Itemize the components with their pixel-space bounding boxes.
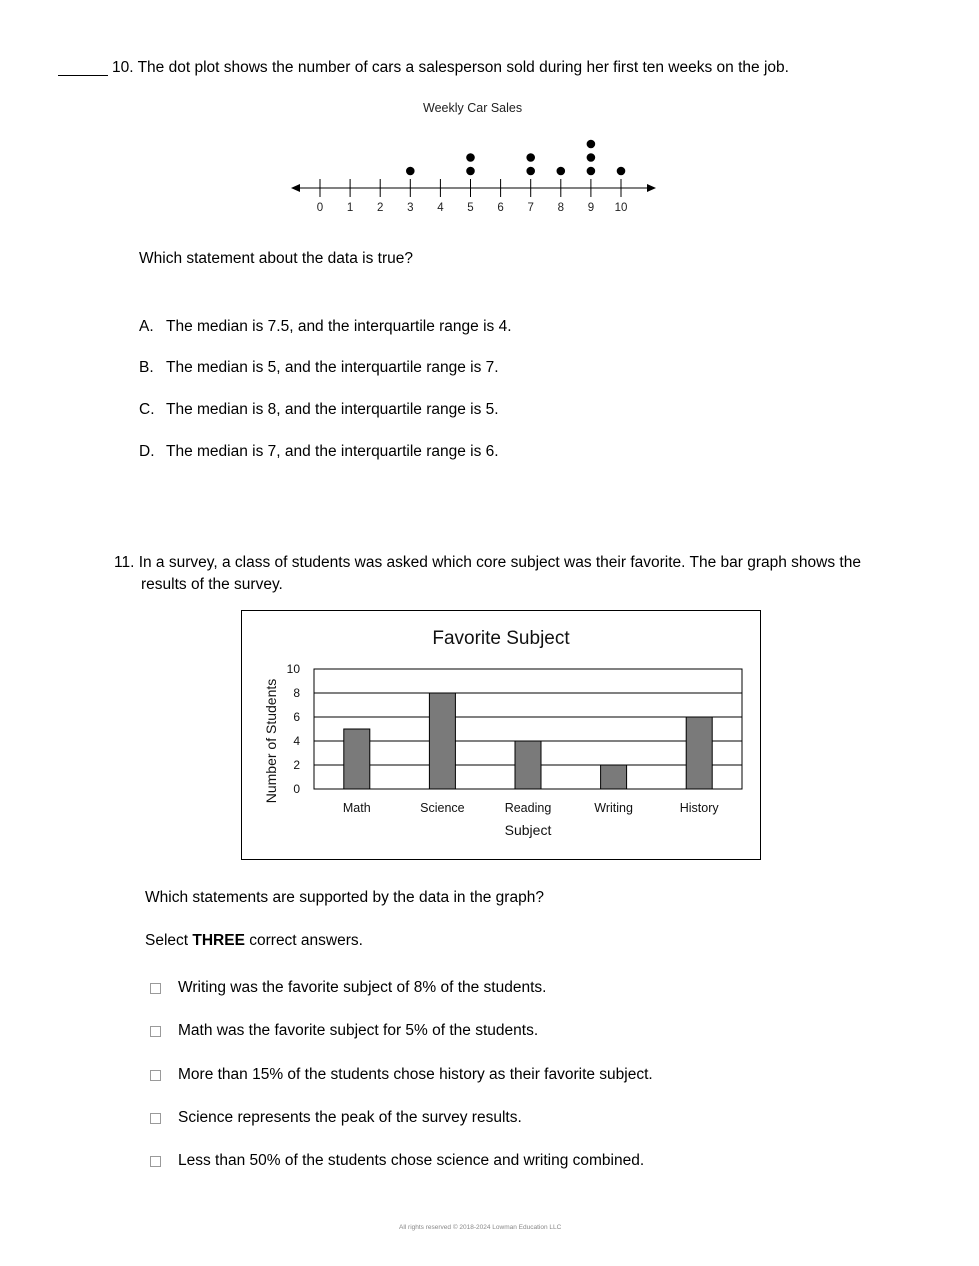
answer-blank-line[interactable] (58, 75, 108, 76)
x-tick-label: Science (420, 801, 465, 815)
q10-option-a[interactable] (139, 318, 512, 336)
tick-label: 8 (557, 202, 565, 214)
select-prefix: Select (145, 932, 193, 949)
checkbox-choice-1[interactable] (150, 983, 161, 994)
option-text: The median is 7.5, and the interquartile range is 4. (166, 318, 512, 335)
select-count: THREE (192, 932, 245, 949)
y-tick-label: 2 (293, 758, 300, 772)
select-suffix: correct answers. (244, 932, 363, 949)
q11-choice-3: More than 15% of the students chose history as their favorite subject. (178, 1066, 653, 1083)
y-tick-label: 6 (293, 710, 300, 724)
checkbox-choice-4[interactable] (150, 1113, 161, 1124)
q11-choice-5: Less than 50% of the students chose science and writing combined. (178, 1152, 645, 1169)
option-letter: B. (139, 359, 154, 376)
tick-label: 9 (587, 202, 595, 214)
chart-title: Favorite Subject (432, 628, 570, 649)
data-dot (617, 167, 626, 176)
data-dot (406, 167, 415, 176)
tick-label: 3 (407, 202, 414, 214)
option-text: The median is 5, and the interquartile range is 7. (166, 359, 499, 376)
x-tick-label: Reading (504, 801, 552, 815)
y-tick-label: 4 (293, 734, 300, 748)
q10-option-b[interactable] (139, 359, 499, 377)
number-line-left-arrow (291, 184, 300, 192)
bar-chart-frame (241, 610, 761, 860)
data-dot (466, 167, 475, 176)
bar-reading (515, 741, 541, 789)
bar-math (344, 729, 370, 789)
q10-option-d[interactable] (139, 443, 499, 461)
bar-history (686, 717, 712, 789)
data-dot (587, 153, 596, 162)
dotplot-title: Weekly Car Sales (423, 101, 523, 115)
q11-choice-1: Writing was the favorite subject of 8% of the students. (178, 979, 547, 996)
bar-chart (242, 611, 760, 859)
tick-label: 5 (467, 202, 474, 214)
q11-stem-line1: 11. In a survey, a class of students was asked which core subject was their favorite. The bar graph shows the (114, 554, 861, 571)
option-letter: A. (139, 318, 154, 335)
option-letter: D. (139, 443, 155, 460)
q11-choice-2: Math was the favorite subject for 5% of the students. (178, 1022, 539, 1039)
x-tick-label: History (679, 801, 719, 815)
y-tick-label: 8 (293, 686, 300, 700)
y-axis-label: Number of Students (263, 678, 279, 804)
bar-science (429, 693, 455, 789)
data-dot (466, 153, 475, 162)
checkbox-choice-3[interactable] (150, 1070, 161, 1081)
x-tick-label: Math (342, 801, 371, 815)
q10-prompt: Which statement about the data is true? (139, 250, 413, 267)
q11-stem-line2: results of the survey. (141, 576, 283, 593)
tick-label: 2 (376, 202, 384, 214)
option-letter: C. (139, 401, 155, 418)
q10-stem: 10. The dot plot shows the number of cars a salesperson sold during her first ten weeks on the job. (112, 59, 789, 76)
checkbox-choice-2[interactable] (150, 1026, 161, 1037)
q11-select-instruction (145, 932, 363, 950)
y-tick-label: 10 (286, 662, 300, 676)
data-dot (587, 140, 596, 149)
option-text: The median is 7, and the interquartile range is 6. (166, 443, 499, 460)
tick-label: 7 (527, 202, 534, 214)
tick-label: 4 (437, 202, 444, 214)
q11-choice-4: Science represents the peak of the survey results. (178, 1109, 522, 1126)
tick-label: 1 (346, 202, 354, 214)
checkbox-choice-5[interactable] (150, 1156, 161, 1167)
x-axis-label: Subject (504, 822, 552, 838)
option-text: The median is 8, and the interquartile range is 5. (166, 401, 499, 418)
q11-prompt: Which statements are supported by the data in the graph? (145, 889, 544, 906)
data-dot (557, 167, 566, 176)
tick-label: 0 (316, 202, 324, 214)
number-line-right-arrow (647, 184, 656, 192)
y-tick-label: 0 (293, 782, 300, 796)
dot-plot (280, 130, 670, 225)
bar-writing (601, 765, 627, 789)
data-dot (587, 167, 596, 176)
footer-copyright: All rights reserved © 2018-2024 Lowman Education LLC (399, 1224, 562, 1231)
x-tick-label: Writing (594, 801, 633, 815)
q10-option-c[interactable] (139, 401, 499, 419)
tick-label: 10 (614, 202, 628, 214)
data-dot (526, 167, 535, 176)
tick-label: 6 (497, 202, 504, 214)
data-dot (526, 153, 535, 162)
